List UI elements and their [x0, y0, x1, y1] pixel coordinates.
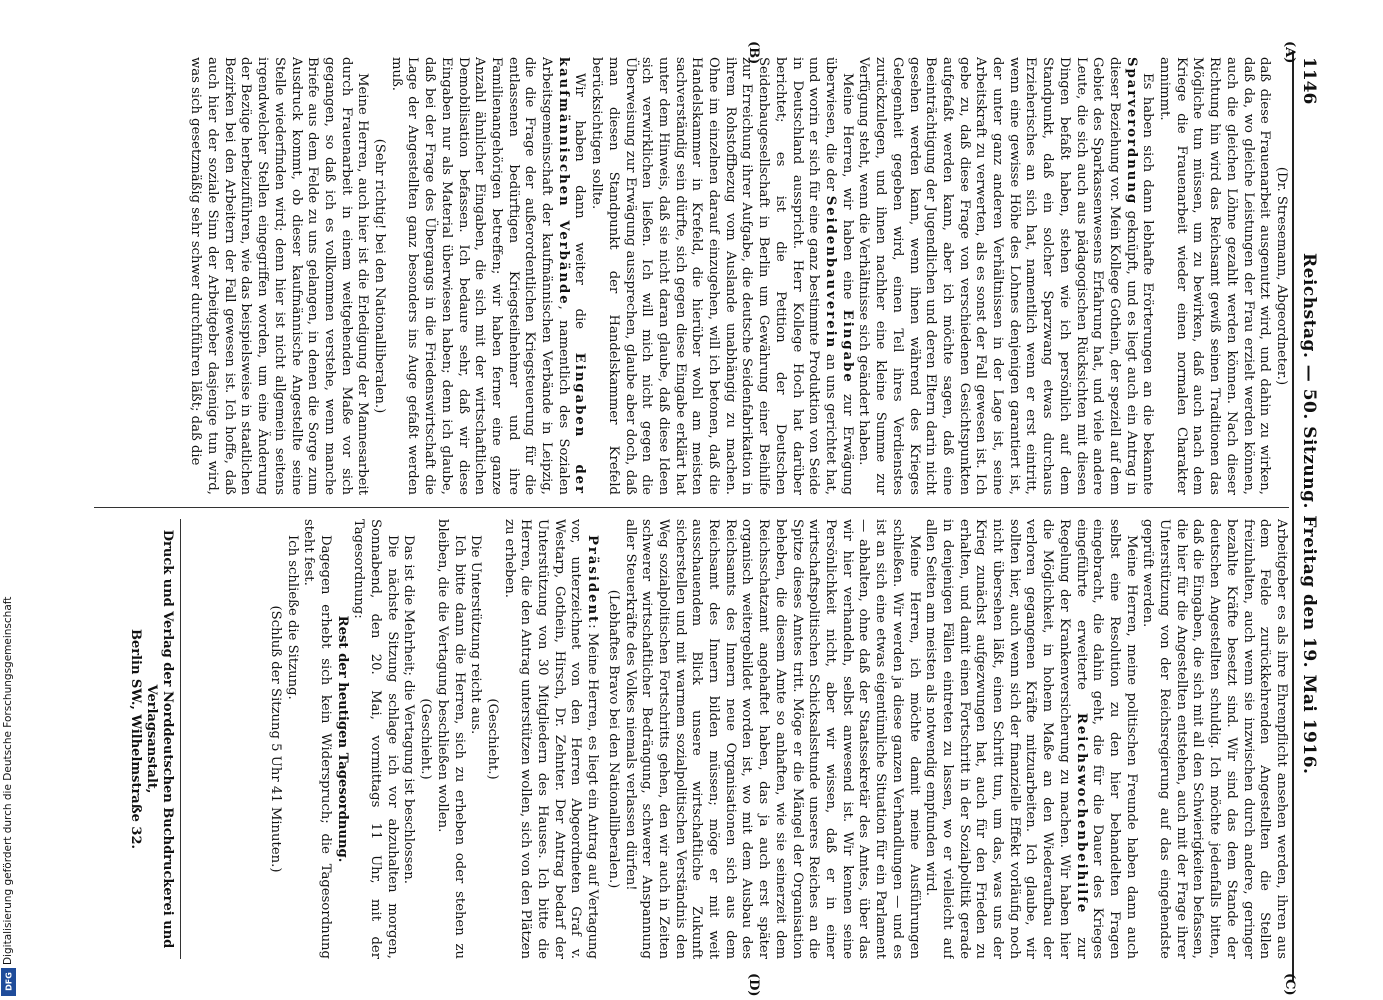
- left-column: [89, 57, 1289, 495]
- imprint-line-1: Druck und Verlag der Norddeutschen Buchdruckerei und Verlagsanstalt,: [144, 529, 175, 949]
- imprint-line-2: Berlin SW., Wilhelmstraße 32.: [128, 628, 143, 850]
- paragraph: Das ist die Mehrheit; die Vertagung ist beschlossen.: [401, 535, 417, 884]
- imprint: [127, 519, 175, 959]
- paragraph: Arbeitgeber es als ihre Ehrenpflicht ansehen werden, ihren aus dem Felde zurückkehrenden Angestellten die Stellen freizuhalten, auch wenn sie inzwischen durch andere, geringer bezahlte Kräfte besetzt sind. Wir sind das dem Stande der deutschen Angestellten schuldig. Ich möchte jedenfalls bitten, daß die Eingaben, die sich mit all den Schwierigkeiten befassen, die hier für die Angestellten entstehen, auch mit der Frage ihrer Unterstützung von der Reichsregierung auf das eingehendste geprüft werden.: [1140, 519, 1289, 959]
- margin-mark-a: (A): [1282, 41, 1297, 64]
- emphasis: Eingaben der kaufmännischen Verbände: [555, 57, 588, 495]
- paragraph: Ich schließe die Sitzung.: [284, 535, 300, 700]
- imprint-rule: [180, 519, 181, 959]
- paragraph: Ich bitte dann die Herren, sich zu erheben oder stehen zu bleiben, die die Vertagung beschließen wollen.: [434, 519, 467, 959]
- closing-note: (Schluß der Sitzung 5 Uhr 41 Minuten.): [267, 605, 283, 873]
- header-rule: [1292, 51, 1294, 982]
- paragraph: Dagegen erhebt sich kein Widerspruch; die Tagesordnung steht fest.: [301, 519, 333, 959]
- paragraph: daß diese Frauenarbeit ausgenutzt wird, und dahin zu wirken, daß da, wo gleiche Leistungen der Frau erzielt werden können, auch die gleichen Löhne gezahlt werden können. Nach dieser Richtung hin wird das Reichsamt gewiß seinen Traditionen das Mögliche tun müssen, um zu bewirken, daß auch nach dem Kriege die Frauenarbeit wieder einen normalen Charakter annimmt.: [1157, 57, 1273, 495]
- emphasis: Sparverordnung: [1123, 57, 1139, 206]
- interjection: (Sehr richtig! bei den Nationalliberalen.): [372, 138, 388, 414]
- speaker-name: Präsident: [585, 535, 601, 625]
- dfg-logo: [1, 968, 16, 996]
- scanned-page: [81, 41, 1321, 997]
- paragraph: Die Unterstützung reicht aus.: [468, 535, 484, 735]
- interjection: (Geschieht.): [484, 698, 500, 780]
- paragraph: Wir haben dann weiter die Eingaben der kaufmännischen Verbände, namentlich des Sozialen Arbeitsgemeinschaft der kaufmännischen Verbände in Leipzig, die die Frage der außerordentlichen Kriegsteuerung für die entlassenen bedürftigen Kriegsteilnehmer und ihre Familienangehörigen betreffen; wir haben ferner eine ganze Anzahl ähnlicher Eingaben, die sich mit der wirtschaftlichen Demobilisation befassen. Ich bedaure sehr, daß wir diese Eingaben nur als Material überwiesen haben; denn ich glaube, daß bei der Frage des Übergangs in die Friedenswirtschaft die Lage der Angestellten ganz besonders ins Auge gefaßt werden muß.: [388, 57, 588, 495]
- emphasis: Eingabe: [839, 309, 855, 384]
- interjection: (Geschieht.): [418, 698, 434, 780]
- margin-mark-c: (C): [1282, 973, 1297, 996]
- paragraph: Meine Herren, auch hier ist die Erledigung der Mannesarbeit durch Frauenarbeit in einem weitgehenden Maße vor sich gegangen, so daß ich es vollkommen verstehe, wenn manche Briefe aus dem Felde zu uns gelangen, in denen die Sorge zum Ausdruck kommt, ob dieser kaufmännische Angestellte seine Stelle wiederfinden wird; denn hier ist nicht allgemein seitens irgendwelcher Stellen eingegriffen worden, um eine Änderung der Bezüge herbeizuführen, wie das beispielsweise in staatlichen Bezirken bei den Arbeitern der Fall gewesen ist. Ich hoffe, daß auch hier der soziale Sinn der Arbeitgeber dasjenige tun wird, was sich gesetzmäßig sehr schwer durchführen läßt; daß die: [188, 57, 371, 495]
- running-head: Reichstag. — 50. Sitzung. Freitag den 19. Mai 1916.: [1299, 253, 1319, 775]
- digitization-strip: [0, 0, 18, 1000]
- paragraph: Meine Herren, wir haben eine Eingabe zur Erwägung überwiesen, die der Seidenbauverein an uns gerichtet hat, und worin er sich für eine ganz bestimmte Produktion von Seide in Deutschland ausspricht. Herr Kollege Hoch hat darüber berichtet; es ist die Petition der Deutschen Seidenbaugesellschaft in Berlin um Gewährung einer Beihilfe zur Erreichung ihrer Aufgabe, die deutsche Seidenfabrikation in ihrem Rohstoffbezug vom Auslande unabhängig zu machen. Ohne im einzelnen darauf einzugehen, will ich betonen, daß die Handelskammer in Krefeld, die hierüber wohl am meisten sachverständig sein dürfte, sich gegen diese Eingabe erklärt hat unter dem Hinweis, daß sie nicht daran glaube, daß diese Ideen sich verwirklichen ließen. Ich will mich nicht gegen die Überweisung zur Erwägung aussprechen, glaube aber doch, daß man diesen Standpunkt der Handelskammer Krefeld berücksichtigen sollte.: [589, 57, 855, 495]
- emphasis: Seidenbauverein: [823, 195, 839, 350]
- agenda-item: Rest der heutigen Tagesordnung.: [334, 615, 350, 863]
- dfg-logo-text: DFG: [4, 972, 14, 991]
- paragraph: Es haben sich dann lebhafte Erörterungen an die bekannte Sparverordnung geknüpft, und es liegt auch ein Antrag in dieser Beziehung vor. Mein Kollege Gothein, der speziell auf dem Gebiet des Sparkassenwesens Erfahrung hat, und viele andere Leute, die sich auch aus pädagogischen Rücksichten mit diesen Dingen befaßt haben, stehen wie ich persönlich auf dem Standpunkt, daß ein solcher Sparzwang etwas durchaus Erzieherisches an sich hat, namentlich wenn er erst eintritt, wenn eine gewisse Höhe des Lohnes denjenigen garantiert ist, der unter ganz anderen Verhältnissen in der Lage ist, seine Arbeitskraft zu verwerten, als es sonst der Fall gewesen ist. Ich gebe zu, daß diese Frage von verschiedenen Gesichtspunkten aufgefaßt werden kann, aber ich möchte sagen, daß eine Beeinträchtigung der Jugendlichen und deren Eltern darin nicht gesehen werden kann, wenn ihnen während des Krieges Gelegenheit gegeben wird, einen Teil ihres Verdienstes zurückzulegen, und ihnen nachher eine kleine Summe zur Verfügung steht, wenn die Verhältnisse sich geändert haben.: [856, 57, 1156, 495]
- right-column: [89, 519, 1289, 959]
- paragraph: Präsident: Meine Herren, es liegt ein Antrag auf Vertagung vor, unterzeichnet von den Herren Abgeordneten Graf v. Westarp, Gothein, Hirsch, Dr. Zehnter. Der Antrag bedarf der Unterstützung von 30 Mitgliedern des Hauses. Ich bitte die Herren, die den Antrag unterstützen wollen, sich von den Plätzen zu erheben.: [501, 519, 601, 959]
- paragraph: Meine Herren, meine politischen Freunde haben dann auch selbst eine Resolution zu den hier behandelten Fragen eingebracht, die dahin geht, die für die Dauer des Krieges eingeführte erweiterte Reichswochenbeihilfe zur Regelung der Krankenversicherung zu machen. Wir haben hier die Möglichkeit, in hohem Maße an den Wiederaufbau der verloren gegangenen Kräfte mitzuarbeiten. Ich glaube, wir sollten hier, auch wenn sich der finanzielle Effekt vorläufig noch nicht übersehen läßt, einen Schritt tun, um das, was uns der Krieg zunächst aufgezwungen hat, auch für den Frieden zu erhalten, und damit einen Fortschritt in der Sozialpolitik gerade in denjenigen Fällen eintreten zu lassen, wo er vielleicht auf allen Seiten am meisten als notwendig empfunden wird.: [923, 519, 1139, 959]
- margin-mark-b: (B): [746, 41, 761, 65]
- column-divider: [94, 507, 1289, 508]
- interjection: (Lebhaftes Bravo bei den Nationalliberalen.): [605, 589, 621, 889]
- emphasis: Reichswochenbeihilfe: [1073, 712, 1089, 915]
- speaker-line: (Dr. Stresemann, Abgeordneter.): [1274, 166, 1289, 386]
- digitization-credit: Digitalisierung gefördert durch die Deutsche Forschungsgemeinschaft: [2, 596, 14, 965]
- paragraph: Meine Herren, ich möchte damit meine Ausführungen schließen. Wir werden ja diese ganzen Verhandlungen — und es ist an sich eine etwas eigentümliche Situation für ein Parlament — abhalten, ohne daß der Staatssekretär des Amtes, über das wir hier verhandeln, selbst anwesend ist. Wir kennen seine Persönlichkeit nicht, aber wir wissen, daß er in einer wirtschaftspolitischen Schicksalsstunde unseres Reiches an die Spitze dieses Amtes tritt. Möge er die Mängel der Organisation beheben, die diesem Amte so anhaften, wie sie seinerzeit dem Reichsschatzamt angehaftet haben, das ja auch erst später organisch weitergebildet worden ist, wo mit dem Ausbau des Reichsamts des Innern neue Organisationen sich aus dem Reichsamt des Innern bilden müssen; möge er mit weit ausschauendem Blick unsere wirtschaftliche Zukunft sicherstellen und mit warmem sozialpolitischen Verständnis den Weg sozialpolitischen Fortschritts gehen, den wir auch in Zeiten schwerer wirtschaftlicher Bedrängung, schwerer Anspannung aller Steuerkräfte des Volkes niemals verlassen dürfen!: [622, 519, 922, 959]
- page-header: [1295, 43, 1321, 990]
- margin-mark-d: (D): [746, 973, 761, 997]
- page-number: 1146: [1299, 57, 1319, 105]
- paragraph: Die nächste Sitzung schlage ich vor abzuhalten morgen, Sonnabend, den 20. Mai, vormittags 11 Uhr, mit der Tagesordnung:: [351, 519, 400, 959]
